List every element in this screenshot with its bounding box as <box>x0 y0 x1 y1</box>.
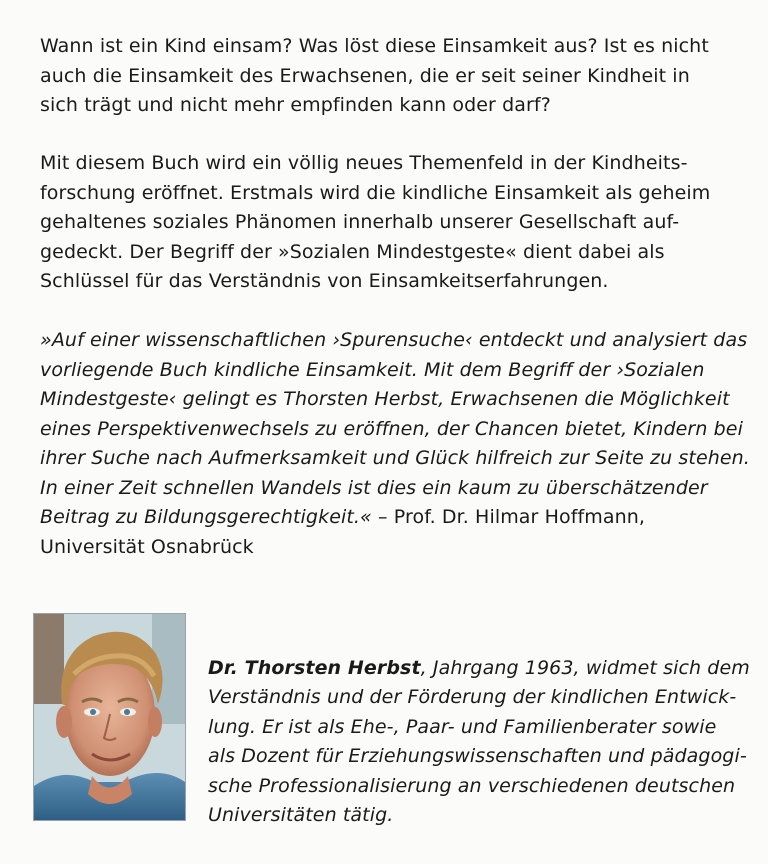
bio-line: lung. Er ist als Ehe-, Paar- und Familienberater sowie <box>208 716 717 738</box>
bio-text: , Jahrgang 1963, widmet sich dem <box>420 657 750 679</box>
bio-line: sche Professionalisierung an verschiedenen deutschen <box>208 775 736 797</box>
quote-line: »Auf einer wissenschaftlichen ›Spurensuche‹ entdeckt und analysiert das <box>40 329 748 351</box>
bio-line: Verständnis und der Förderung der kindlichen Entwick- <box>208 686 737 708</box>
description-line: gehaltenes soziales Phänomen innerhalb unserer Gesellschaft auf- <box>40 211 680 233</box>
quote-attribution: – Prof. Dr. Hilmar Hoffmann, <box>371 506 646 528</box>
quote-line: ihrer Suche nach Aufmerksamkeit und Glück hilfreich zur Seite zu stehen. <box>40 447 750 469</box>
description-line: gedeckt. Der Begriff der »Sozialen Mindestgeste« dient dabei als <box>40 241 665 263</box>
bio-line <box>208 659 750 678</box>
quote-line: eines Perspektivenwechsels zu eröffnen, der Chancen bietet, Kindern bei <box>40 418 743 440</box>
bio-line: Universitäten tätig. <box>208 804 394 826</box>
quote-line: Mindestgeste‹ gelingt es Thorsten Herbst, Erwachsenen die Möglichkeit <box>40 388 730 410</box>
author-portrait-image <box>34 614 185 820</box>
quote-line: In einer Zeit schnellen Wandels ist dies ein kaum zu überschätzender <box>40 477 708 499</box>
quote-affiliation: Universität Osnabrück <box>40 536 254 558</box>
quote-line: vorliegende Buch kindliche Einsamkeit. Mit dem Begriff der ›Sozialen <box>40 359 705 381</box>
bio-line: als Dozent für Erziehungswissenschaften und pädagogi- <box>208 745 747 767</box>
description-line: Mit diesem Buch wird ein völlig neues Themenfeld in der Kindheits- <box>40 152 688 174</box>
author-name: Dr. Thorsten Herbst <box>208 657 421 679</box>
quote-line <box>40 508 645 527</box>
quote-closing: Beitrag zu Bildungsgerechtigkeit.« <box>40 506 372 528</box>
description-line: forschung eröffnet. Erstmals wird die kindliche Einsamkeit als geheim <box>40 182 711 204</box>
intro-line: Wann ist ein Kind einsam? Was löst diese Einsamkeit aus? Ist es nicht <box>40 35 709 57</box>
author-photo <box>33 613 186 821</box>
intro-line: auch die Einsamkeit des Erwachsenen, die er seit seiner Kindheit in <box>40 65 690 87</box>
description-line: Schlüssel für das Verständnis von Einsamkeitserfahrungen. <box>40 270 609 292</box>
intro-line: sich trägt und nicht mehr empfinden kann oder darf? <box>40 94 551 116</box>
